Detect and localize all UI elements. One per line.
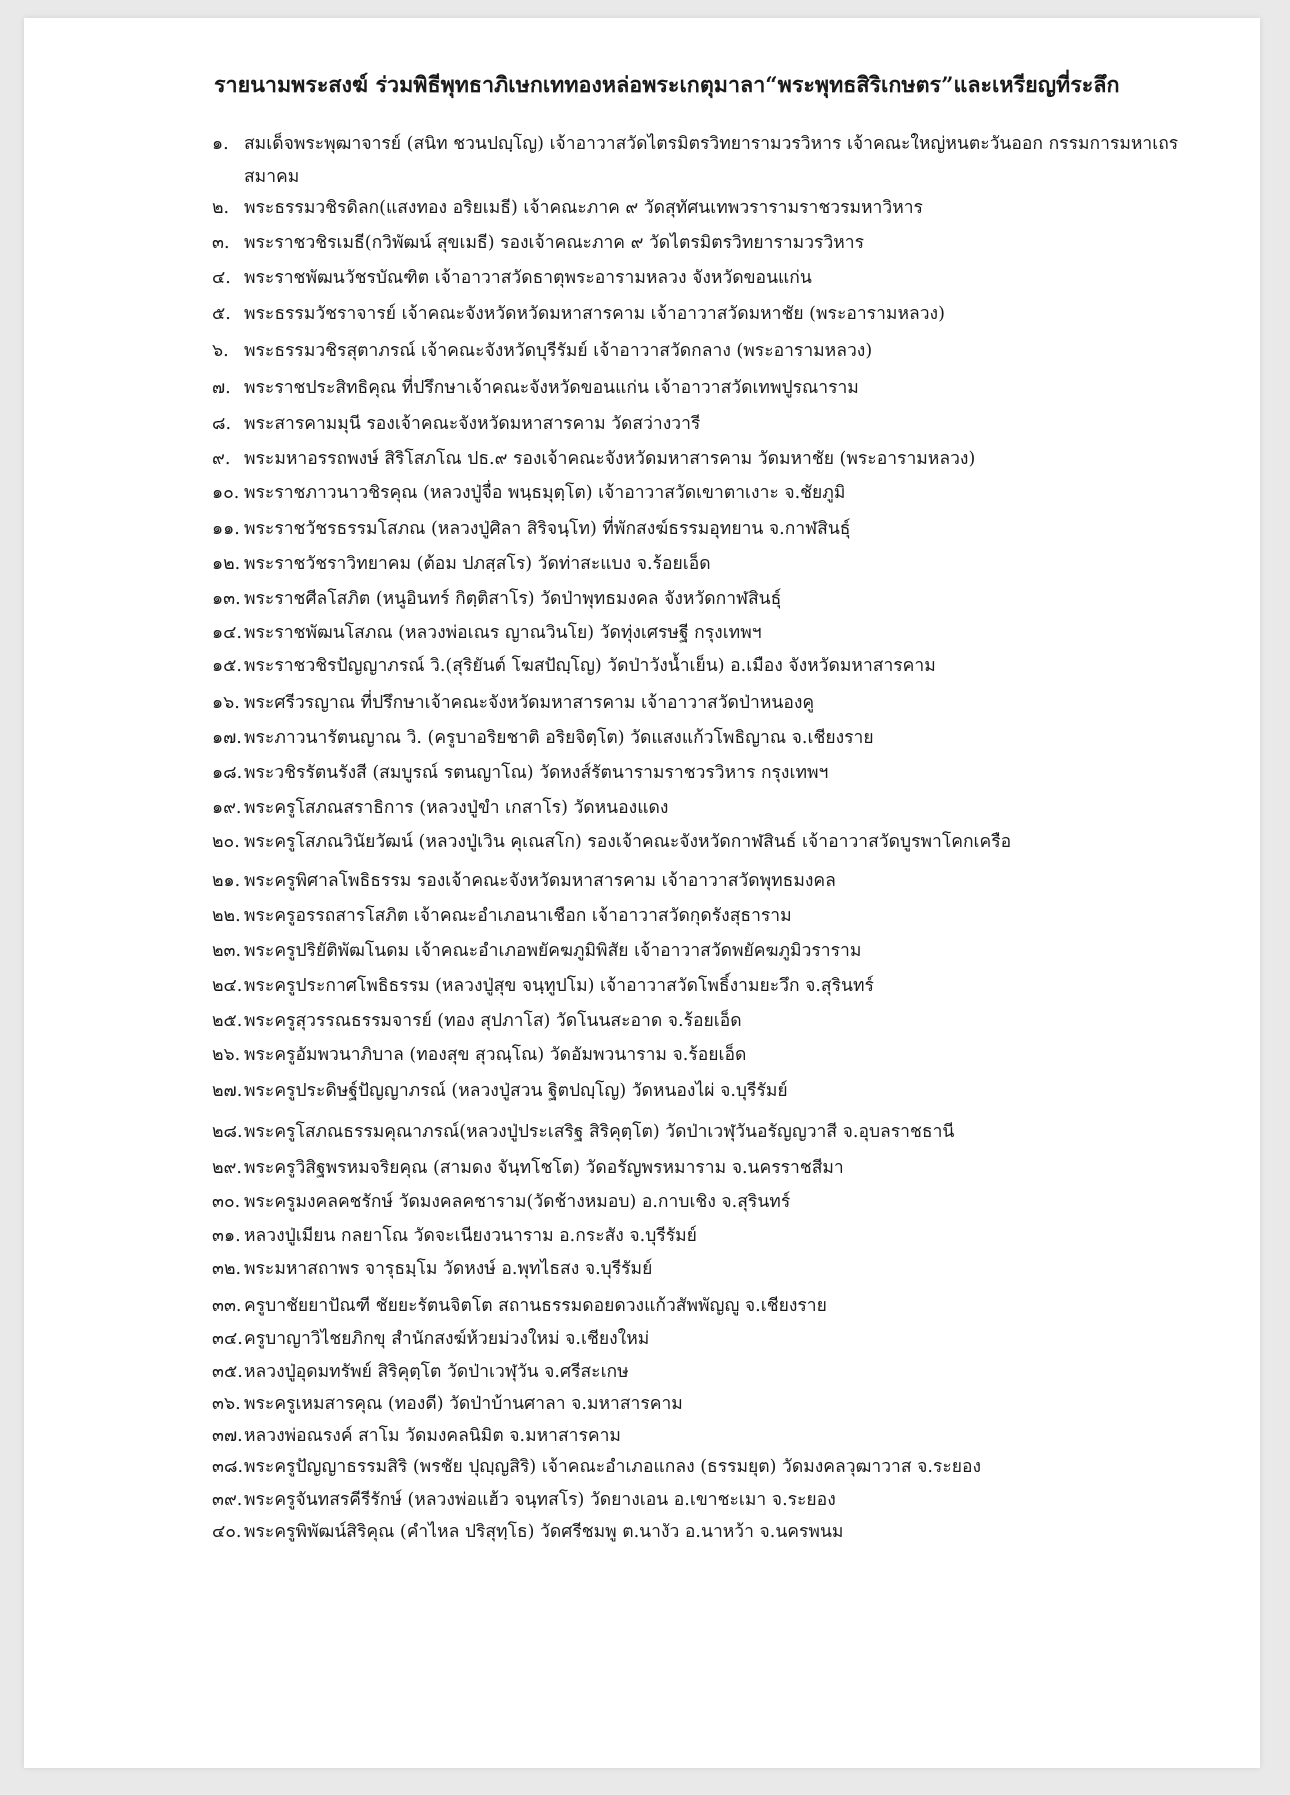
list-item-number: ๗. <box>212 378 231 398</box>
list-item-text: หลวงปู่อุดมทรัพย์ สิริคุตฺโต วัดป่าเวฬุวัน จ.ศรีสะเกษ <box>244 1362 629 1382</box>
list-item <box>212 443 1222 476</box>
list-item-text: ครูบาชัยยาปัณฑี ชัยยะรัตนจิตโต สถานธรรมดอยดวงแก้วสัพพัญญู จ.เชียงราย <box>244 1296 827 1316</box>
list-item-text: พระราชศีลโสภิต (หนูอินทร์ กิตฺติสาโร) วัดป่าพุทธมงคล จังหวัดกาฬสินธุ์ <box>244 589 782 609</box>
list-item <box>212 1186 1222 1219</box>
list-item-text: พระครูโสภณวินัยวัฒน์ (หลวงปู่เวิน คุเณสโก) รองเจ้าคณะจังหวัดกาฬสินธ์ เจ้าอาวาสวัดบูรพาโคกเครือ <box>244 832 1012 852</box>
list-item <box>212 1323 1222 1356</box>
list-item-number: ๒๔. <box>212 976 243 996</box>
list-item <box>212 583 1222 616</box>
list-item-number: ๓๒. <box>212 1259 242 1279</box>
list-item-text: ครูบาญาวิไชยภิกขุ สำนักสงฆ์ห้วยม่วงใหม่ จ.เชียงใหม่ <box>244 1329 650 1349</box>
list-item <box>212 1075 1222 1108</box>
list-item-number: ๓๕. <box>212 1362 243 1382</box>
list-item <box>212 548 1222 581</box>
list-item-number: ๑๗. <box>212 728 242 748</box>
list-item-text: พระมหาอรรถพงษ์ สิริโสภโณ ปธ.๙ รองเจ้าคณะจังหวัดมหาสารคาม วัดมหาชัย (พระอารามหลวง) <box>244 449 976 469</box>
list-item-text: พระครูโสภณธรรมคุณาภรณ์(หลวงปู่ประเสริฐ สิริคุตฺโต) วัดป่าเวฬุวันอรัญญวาสี จ.อุบลราชธานี <box>244 1122 955 1142</box>
list-item <box>212 1005 1222 1038</box>
list-item <box>212 262 1222 295</box>
list-item-number: ๓๘. <box>212 1457 244 1477</box>
list-item <box>212 1152 1222 1185</box>
list-item-number: ๒๘. <box>212 1122 243 1142</box>
list-item <box>212 1356 1222 1389</box>
list-item-text: หลวงพ่อณรงค์ สาโม วัดมงคลนิมิต จ.มหาสารคาม <box>244 1426 621 1446</box>
list-item <box>212 970 1222 1003</box>
list-item-text: พระครูประกาศโพธิธรรม (หลวงปู่สุข จนฺทูปโม) เจ้าอาวาสวัดโพธิ์งามยะวึก จ.สุรินทร์ <box>244 976 874 996</box>
list-item <box>212 1290 1222 1323</box>
list-item <box>212 1451 1222 1484</box>
list-item-number: ๑๕. <box>212 656 242 676</box>
list-item-text: พระครูอัมพวนาภิบาล (ทองสุข สุวณฺโณ) วัดอัมพวนาราม จ.ร้อยเอ็ด <box>244 1045 747 1065</box>
list-item-text: พระครูปริยัติพัฒโนดม เจ้าคณะอำเภอพยัคฆภูมิพิสัย เจ้าอาวาสวัดพยัคฆภูมิวราราม <box>244 941 862 961</box>
list-item <box>212 1516 1222 1549</box>
list-item-text: พระธรรมวัชราจารย์ เจ้าคณะจังหวัดหวัดมหาสารคาม เจ้าอาวาสวัดมหาชัย (พระอารามหลวง) <box>244 304 945 324</box>
list-item-text: พระราชวชิรเมธี(กวิพัฒน์ สุขเมธี) รองเจ้าคณะภาค ๙ วัดไตรมิตรวิทยารามวรวิหาร <box>244 233 865 253</box>
list-item-number: ๑๙. <box>212 798 242 818</box>
list-item-text: พระราชพัฒนโสภณ (หลวงพ่อเณร ญาณวินโย) วัดทุ่งเศรษฐี กรุงเทพฯ <box>244 623 762 643</box>
list-item <box>212 513 1222 546</box>
list-item-text: พระมหาสถาพร จารุธมฺโม วัดหงษ์ อ.พุทไธสง จ.บุรีรัมย์ <box>244 1259 653 1279</box>
list-item-text: พระราชพัฒนวัชรบัณฑิต เจ้าอาวาสวัดธาตุพระอารามหลวง จังหวัดขอนแก่น <box>244 268 812 288</box>
list-item-text: พระครูพิศาลโพธิธรรม รองเจ้าคณะจังหวัดมหาสารคาม เจ้าอาวาสวัดพุทธมงคล <box>244 871 836 891</box>
list-item <box>212 335 1222 368</box>
list-item-number: ๓๗. <box>212 1426 243 1446</box>
list-item-number: ๔๐. <box>212 1522 242 1542</box>
list-item <box>212 900 1222 933</box>
list-item-text: พระธรรมวชิรสุตาภรณ์ เจ้าคณะจังหวัดบุรีรัมย์ เจ้าอาวาสวัดกลาง (พระอารามหลวง) <box>244 341 873 361</box>
list-item-number: ๘. <box>212 414 232 434</box>
list-item-number: ๒๗. <box>212 1081 243 1101</box>
list-item-text: พระราชวชิรปัญญาภรณ์ วิ.(สุริยันต์ โฆสปัญฺโญ) วัดป่าวังน้ำเย็น) อ.เมือง จังหวัดมหาสารคาม <box>244 656 936 676</box>
list-item <box>212 722 1222 755</box>
list-item-number: ๑๑. <box>212 519 240 539</box>
list-item <box>212 477 1222 510</box>
list-item-text: สมเด็จพระพุฒาจารย์ (สนิท ชวนปญฺโญ) เจ้าอาวาสวัดไตรมิตรวิทยารามวรวิหาร เจ้าคณะใหญ่หนตะวันออก กรรมการมหาเถรสมาคม <box>244 134 1179 187</box>
list-item-number: ๑๔. <box>212 623 242 643</box>
list-item <box>212 865 1222 898</box>
list-item-number: ๓๔. <box>212 1329 243 1349</box>
list-item-text: หลวงปู่เมียน กลยาโณ วัดจะเนียงวนาราม อ.กระสัง จ.บุรีรัมย์ <box>244 1226 697 1246</box>
list-item-number: ๒๖. <box>212 1045 241 1065</box>
list-item <box>212 372 1222 405</box>
list-item-number: ๒๒. <box>212 906 241 926</box>
list-item-number: ๕. <box>212 304 231 324</box>
list-item <box>212 1116 1222 1149</box>
list-item-number: ๙. <box>212 449 231 469</box>
list-item-number: ๓๑. <box>212 1226 241 1246</box>
list-item-text: พระครูมงคลคชรักษ์ วัดมงคลคชาราม(วัดช้างหมอบ) อ.กาบเชิง จ.สุรินทร์ <box>244 1192 791 1212</box>
list-item <box>212 935 1222 968</box>
list-item-number: ๒๓. <box>212 941 242 961</box>
list-item-number: ๒. <box>212 198 230 218</box>
list-item-number: ๓๓. <box>212 1296 242 1316</box>
list-item-text: พระศรีวรญาณ ที่ปรึกษาเจ้าคณะจังหวัดมหาสารคาม เจ้าอาวาสวัดป่าหนองคู <box>244 693 815 713</box>
list-item-text: พระวชิรรัตนรังสี (สมบูรณ์ รตนญาโณ) วัดหงส์รัตนารามราชวรวิหาร กรุงเทพฯ <box>244 763 829 783</box>
list-item-number: ๒๙. <box>212 1158 242 1178</box>
list-item <box>212 192 1222 225</box>
list-item-text: พระธรรมวชิรดิลก(แสงทอง อริยเมธี) เจ้าคณะภาค ๙ วัดสุทัศนเทพวรารามราชวรมหาวิหาร <box>244 198 923 218</box>
list-item-number: ๒๕. <box>212 1011 243 1031</box>
list-item-number: ๒๑. <box>212 871 241 891</box>
list-item <box>212 792 1222 825</box>
list-item <box>212 128 1222 194</box>
list-item-number: ๑๒. <box>212 554 241 574</box>
list-item-text: พระสารคามมุนี รองเจ้าคณะจังหวัดมหาสารคาม วัดสว่างวารี <box>244 414 701 434</box>
list-item <box>212 650 1222 683</box>
list-item-number: ๑. <box>212 134 229 154</box>
list-item <box>212 757 1222 790</box>
list-item <box>212 298 1222 331</box>
list-item-number: ๓๐. <box>212 1192 241 1212</box>
list-item-number: ๓๖. <box>212 1394 241 1414</box>
list-item-text: พระราชวัชรธรรมโสภณ (หลวงปู่ศิลา สิริจนฺโท) ที่พักสงฆ์ธรรมอุทยาน จ.กาฬสินธุ์ <box>244 519 851 539</box>
list-item <box>212 687 1222 720</box>
list-item-number: ๓๙. <box>212 1490 243 1510</box>
list-item-number: ๖. <box>212 341 229 361</box>
list-item-text: พระครูอรรถสารโสภิต เจ้าคณะอำเภอนาเชือก เจ้าอาวาสวัดกุดรังสุธาราม <box>244 906 792 926</box>
list-item-text: พระครูปัญญาธรรมสิริ (พรชัย ปุญฺญสิริ) เจ้าคณะอำเภอแกลง (ธรรมยุต) วัดมงคลวุฒาวาส จ.ระยอง <box>244 1457 982 1477</box>
list-item-text: พระครูเหมสารคุณ (ทองดี) วัดป่าบ้านศาลา จ.มหาสารคาม <box>244 1394 683 1414</box>
list-item-text: พระราชวัชราวิทยาคม (ต้อม ปภสฺสโร) วัดท่าสะแบง จ.ร้อยเอ็ด <box>244 554 711 574</box>
list-item <box>212 1220 1222 1253</box>
list-item <box>212 1388 1222 1421</box>
list-item <box>212 617 1222 650</box>
list-item-number: ๑๐. <box>212 483 240 503</box>
list-item-number: ๑๖. <box>212 693 240 713</box>
list-item-text: พระครูสุวรรณธรรมจารย์ (ทอง สุปภาโส) วัดโนนสะอาด จ.ร้อยเอ็ด <box>244 1011 742 1031</box>
list-item-number: ๑๓. <box>212 589 241 609</box>
list-item <box>212 1253 1222 1286</box>
list-item-number: ๒๐. <box>212 832 240 852</box>
list-item <box>212 826 1222 859</box>
list-item-number: ๔. <box>212 268 231 288</box>
list-item <box>212 1484 1222 1517</box>
list-item-text: พระครูจันทสรคีรีรักษ์ (หลวงพ่อแฮ้ว จนฺทสโร) วัดยางเอน อ.เขาชะเมา จ.ระยอง <box>244 1490 836 1510</box>
list-item-number: ๑๘. <box>212 763 243 783</box>
list-item-text: พระครูวิสิฐพรหมจริยคุณ (สามดง จันฺทโชโต) วัดอรัญพรหมาราม จ.นครราชสีมา <box>244 1158 844 1178</box>
document-page <box>24 18 1260 1768</box>
list-item <box>212 1039 1222 1072</box>
list-item <box>212 408 1222 441</box>
list-item-text: พระครูพิพัฒน์สิริคุณ (คำไหล ปริสุทฺโธ) วัดศรีชมพู ต.นางัว อ.นาหว้า จ.นครพนม <box>244 1522 844 1542</box>
list-item <box>212 227 1222 260</box>
list-item-text: พระราชภาวนาวชิรคุณ (หลวงปู่จื่อ พนฺธมุตฺโต) เจ้าอาวาสวัดเขาตาเงาะ จ.ชัยภูมิ <box>244 483 846 503</box>
list-item-number: ๓. <box>212 233 230 253</box>
list-item-text: พระภาวนารัตนญาณ วิ. (ครูบาอริยชาติ อริยจิตฺโต) วัดแสงแก้วโพธิญาณ จ.เชียงราย <box>244 728 874 748</box>
list-item-text: พระครูประดิษฐ์ปัญญาภรณ์ (หลวงปู่สวน ฐิตปญฺโญ) วัดหนองไผ่ จ.บุรีรัมย์ <box>244 1081 788 1101</box>
list-item-text: พระครูโสภณสราธิการ (หลวงปู่ขำ เกสาโร) วัดหนองแดง <box>244 798 669 818</box>
list-item-text: พระราชประสิทธิคุณ ที่ปรึกษาเจ้าคณะจังหวัดขอนแก่น เจ้าอาวาสวัดเทพปูรณาราม <box>244 378 859 398</box>
document-title: รายนามพระสงฆ์ ร่วมพิธีพุทธาภิเษกเททองหล่อพระเกตุมาลา“พระพุทธสิริเกษตร”และเหรียญที่ระลึก <box>214 73 1120 98</box>
list-item <box>212 1420 1222 1453</box>
